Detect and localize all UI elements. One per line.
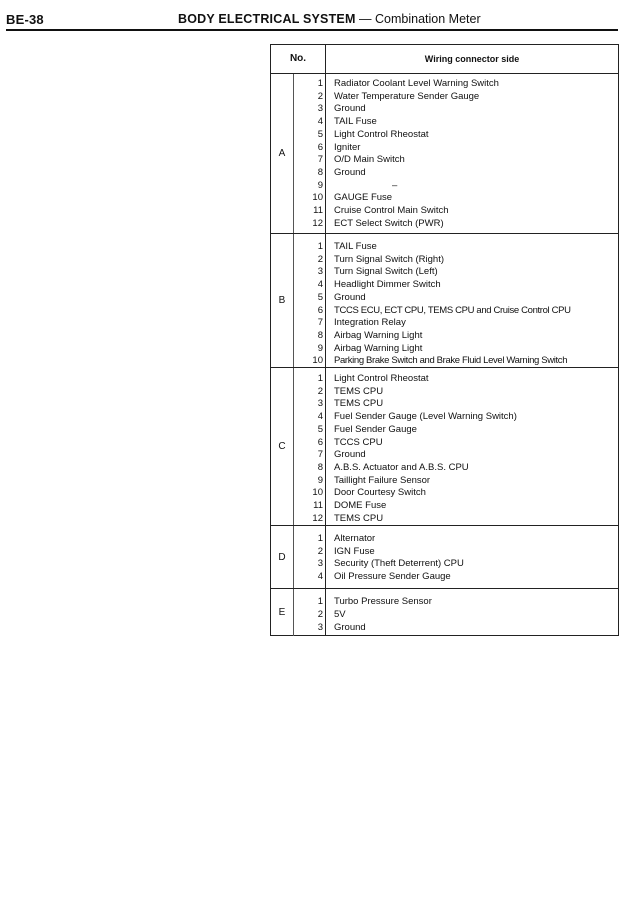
table-row [271, 304, 618, 317]
pin-number: 9 [317, 474, 323, 486]
header-rule [6, 29, 618, 31]
pin-number: 1 [317, 373, 323, 384]
table-row [271, 545, 618, 558]
pin-number: 7 [317, 449, 323, 461]
table-row [271, 423, 618, 436]
section-title [178, 12, 481, 26]
wiring-connector-description: Door Courtesy Switch [334, 487, 426, 499]
wiring-connector-description: TCCS ECU, ECT CPU, TEMS CPU and Cruise Control CPU [334, 304, 571, 316]
table-row [271, 191, 618, 204]
wiring-connector-description: Ground [334, 621, 366, 633]
pin-number: 5 [317, 128, 323, 140]
wiring-connector-description: Light Control Rheostat [334, 373, 429, 384]
table-row [271, 141, 618, 154]
table-row [271, 265, 618, 278]
wiring-connector-description: TEMS CPU [334, 398, 384, 410]
wiring-connector-description: Airbag Warning Light [334, 329, 423, 341]
wiring-connector-description: Ground [334, 291, 366, 303]
table-row [271, 570, 618, 583]
table-row [271, 410, 618, 423]
wiring-connector-description: IGN Fuse [334, 545, 375, 557]
pin-number: 9 [317, 342, 323, 354]
table-row [271, 354, 618, 367]
pin-number: 11 [313, 205, 323, 216]
pin-number: 1 [317, 78, 323, 89]
wiring-connector-description: Ground [334, 449, 366, 461]
table-row [271, 240, 618, 253]
wiring-connector-description: TEMS CPU [334, 385, 384, 397]
table-row [271, 153, 618, 166]
connector-table [270, 44, 619, 636]
wiring-connector-description: Turbo Pressure Sensor [334, 596, 432, 607]
pin-number: 1 [317, 241, 323, 252]
table-row [271, 621, 618, 634]
wiring-connector-description: TEMS CPU [334, 512, 384, 524]
wiring-connector-description: Turn Signal Switch (Left) [334, 266, 438, 278]
pin-number: 3 [317, 558, 323, 570]
table-row [271, 102, 618, 115]
pin-number: 7 [317, 317, 323, 329]
wiring-connector-description: Water Temperature Sender Gauge [334, 90, 480, 102]
pin-number: 9 [317, 179, 323, 191]
pin-number: 12 [312, 217, 323, 229]
wiring-connector-description: – [392, 179, 398, 191]
wiring-connector-description: GAUGE Fuse [334, 192, 393, 204]
table-row [271, 372, 618, 385]
table-row [271, 557, 618, 570]
table-row [271, 486, 618, 499]
page-number: BE-38 [6, 12, 44, 27]
section-title-sub: Combination Meter [375, 12, 481, 26]
section-title-main: BODY ELECTRICAL SYSTEM [178, 12, 356, 26]
wiring-connector-description: TAIL Fuse [334, 241, 377, 252]
table-row [271, 179, 618, 192]
connector-group-c [271, 368, 618, 526]
connector-letter: B [271, 234, 294, 367]
wiring-connector-description: Igniter [334, 141, 361, 153]
table-header-row [271, 45, 618, 74]
column-header-no: No. [271, 45, 326, 73]
table-row [271, 128, 618, 141]
pin-number: 4 [317, 279, 323, 291]
section-title-separator: — [355, 12, 376, 26]
pin-number: 3 [317, 266, 323, 278]
wiring-connector-description: Taillight Failure Sensor [334, 474, 431, 486]
pin-number: 2 [317, 608, 323, 620]
table-row [271, 474, 618, 487]
pin-number: 10 [312, 355, 323, 367]
connector-letter: C [271, 368, 294, 525]
table-row [271, 278, 618, 291]
table-row [271, 115, 618, 128]
table-row [271, 461, 618, 474]
table-row [271, 316, 618, 329]
table-row [271, 385, 618, 398]
connector-group-e [271, 589, 618, 636]
table-row [271, 397, 618, 410]
table-row [271, 436, 618, 449]
connector-group-d [271, 526, 618, 589]
wiring-connector-description: Ground [334, 103, 366, 115]
wiring-connector-description: Fuel Sender Gauge [334, 423, 417, 435]
pin-number: 8 [317, 329, 323, 341]
wiring-connector-description: TAIL Fuse [334, 116, 377, 128]
pin-number: 8 [317, 461, 323, 473]
pin-number: 1 [317, 596, 323, 607]
table-row [271, 595, 618, 608]
connector-letter: E [271, 589, 294, 636]
table-row [271, 217, 618, 230]
connector-letter: A [271, 74, 294, 233]
wiring-connector-description: Oil Pressure Sender Gauge [334, 570, 451, 582]
pin-number: 2 [317, 253, 323, 265]
pin-number: 7 [317, 154, 323, 166]
table-row [271, 166, 618, 179]
column-header-wiring-side: Wiring connector side [424, 54, 520, 64]
pin-number: 11 [313, 500, 323, 511]
pin-number: 3 [317, 103, 323, 115]
table-row [271, 342, 618, 355]
table-row [271, 77, 618, 90]
pin-number: 10 [312, 487, 323, 499]
pin-number: 3 [317, 398, 323, 410]
connector-letter: D [271, 526, 294, 588]
table-row [271, 90, 618, 103]
pin-number: 2 [317, 385, 323, 397]
pin-number: 4 [317, 116, 323, 128]
wiring-connector-description: DOME Fuse [334, 500, 387, 511]
table-row [271, 512, 618, 525]
table-row [271, 532, 618, 545]
pin-number: 2 [317, 90, 323, 102]
wiring-connector-description: Light Control Rheostat [334, 128, 429, 140]
wiring-connector-description: Cruise Control Main Switch [334, 205, 449, 216]
pin-number: 5 [317, 291, 323, 303]
table-row [271, 608, 618, 621]
page-header [6, 12, 618, 32]
wiring-connector-description: Integration Relay [334, 317, 406, 329]
pin-number: 2 [317, 545, 323, 557]
wiring-connector-description: Fuel Sender Gauge (Level Warning Switch) [334, 411, 517, 423]
wiring-connector-description: TCCS CPU [334, 436, 383, 448]
pin-number: 5 [317, 423, 323, 435]
pin-number: 6 [317, 141, 323, 153]
connector-group-a [271, 74, 618, 234]
table-row [271, 329, 618, 342]
table-row [271, 291, 618, 304]
wiring-connector-description: Headlight Dimmer Switch [334, 279, 441, 291]
pin-number: 4 [317, 570, 323, 582]
wiring-connector-description: Radiator Coolant Level Warning Switch [334, 78, 499, 89]
pin-number: 3 [317, 621, 323, 633]
wiring-connector-description: Airbag Warning Light [334, 342, 423, 354]
wiring-connector-description: Security (Theft Deterrent) CPU [334, 558, 464, 570]
table-row [271, 253, 618, 266]
pin-number: 6 [317, 436, 323, 448]
table-row [271, 448, 618, 461]
wiring-connector-description: Parking Brake Switch and Brake Fluid Level Warning Switch [334, 355, 568, 367]
table-row [271, 499, 618, 512]
wiring-connector-description: A.B.S. Actuator and A.B.S. CPU [334, 461, 469, 473]
pin-number: 8 [317, 166, 323, 178]
table-row [271, 204, 618, 217]
pin-number: 4 [317, 411, 323, 423]
pin-number: 12 [312, 512, 323, 524]
wiring-connector-description: Alternator [334, 533, 376, 544]
wiring-connector-description: ECT Select Switch (PWR) [334, 217, 444, 229]
pin-number: 1 [317, 533, 323, 544]
wiring-connector-description: 5V [334, 608, 346, 620]
connector-group-b [271, 234, 618, 368]
wiring-connector-description: Ground [334, 166, 366, 178]
pin-number: 10 [312, 192, 323, 204]
wiring-connector-description: Turn Signal Switch (Right) [334, 253, 444, 265]
wiring-connector-description: O/D Main Switch [334, 154, 405, 166]
pin-number: 6 [317, 304, 323, 316]
